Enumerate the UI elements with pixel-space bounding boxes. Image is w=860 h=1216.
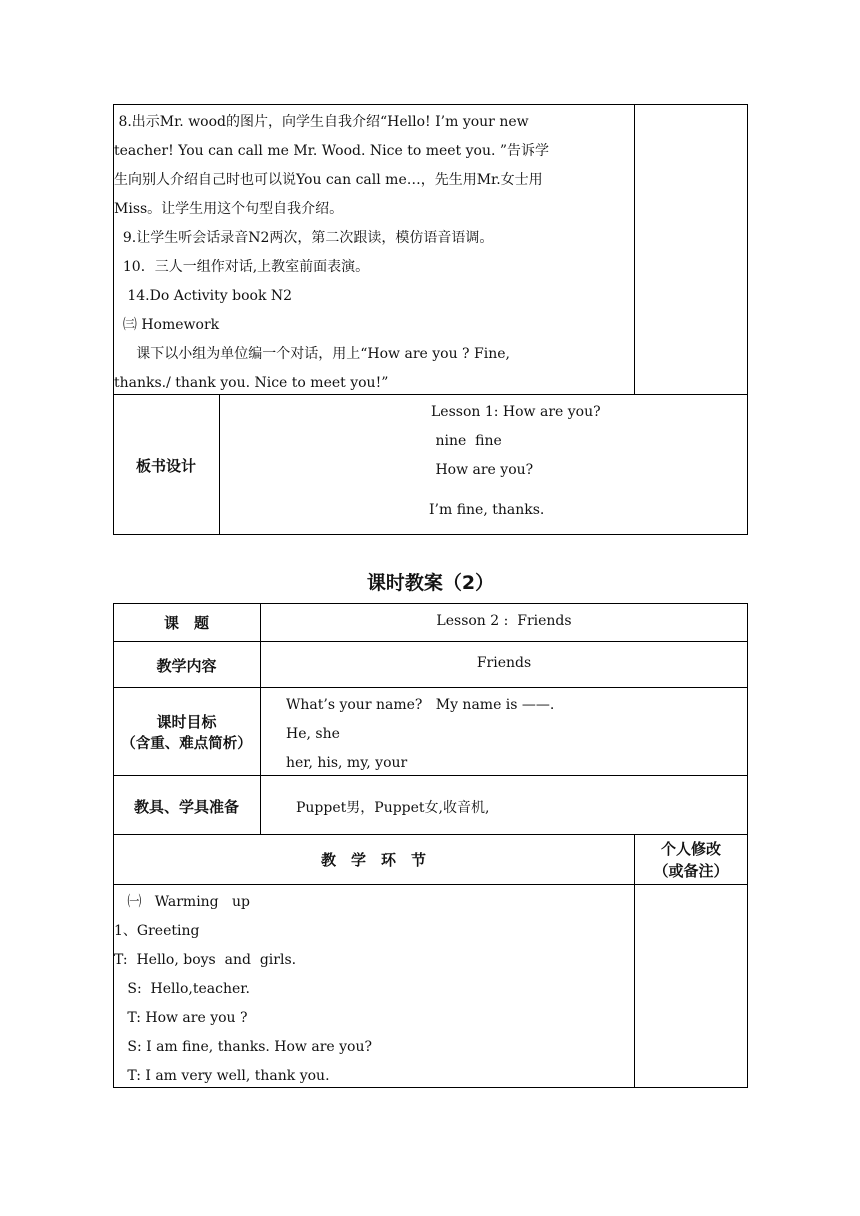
- step-line: 8.出示Mr. wood的图片，向学生自我介绍“Hello! I’m your new: [114, 114, 529, 130]
- goal-line: What’s your name? My name is ——.: [286, 697, 555, 713]
- content-value: Friends: [476, 655, 532, 671]
- step-line: Miss。让学生用这个句型自我介绍。: [114, 201, 344, 217]
- step-line: 课下以小组为单位编一个对话，用上“How are you ? Fine,: [114, 346, 510, 362]
- goal-line: He, she: [286, 726, 340, 742]
- label-column-divider: [260, 603, 261, 834]
- step-line: thanks./ thank you. Nice to meet you!”: [114, 375, 389, 391]
- step-line: S: Hello,teacher.: [114, 981, 250, 997]
- step-line: teacher! You can call me Mr. Wood. Nice to meet you. ”告诉学: [114, 143, 550, 159]
- lesson1-board-divider: [113, 394, 748, 395]
- row-divider: [113, 834, 748, 835]
- goal-line: her, his, my, your: [286, 755, 408, 771]
- step-line: 10．三人一组作对话,上教室前面表演。: [114, 259, 370, 275]
- step-line: ㈢ Homework: [114, 317, 220, 333]
- notes-header: 个人修改: [660, 840, 721, 858]
- content-label: 教学内容: [156, 657, 217, 675]
- step-line: S: I am fine, thanks. How are you?: [114, 1039, 372, 1055]
- board-label-divider: [219, 394, 220, 535]
- step-line: 14.Do Activity book N2: [114, 288, 293, 304]
- board-line: How are you?: [431, 462, 534, 478]
- goal-sublabel: （含重、难点简析）: [121, 736, 252, 752]
- steps-header: 教 学 环 节: [320, 851, 426, 869]
- board-line: Lesson 1: How are you?: [431, 404, 601, 420]
- board-design-label: 板书设计: [135, 457, 196, 475]
- board-line: I’m fine, thanks.: [429, 502, 545, 518]
- topic-value: Lesson 2 : Friends: [436, 613, 572, 629]
- lesson2-heading: 课时教案（2）: [366, 572, 495, 594]
- step-line: T: Hello, boys and girls.: [114, 952, 297, 968]
- notes-subheader: （或备注）: [653, 862, 729, 880]
- row-divider: [113, 884, 748, 885]
- step-line: 1、Greeting: [114, 923, 200, 939]
- row-divider: [113, 641, 748, 642]
- goal-label: 课时目标: [156, 713, 217, 731]
- board-line: nine fine: [431, 433, 502, 449]
- step-line: 生向别人介绍自己时也可以说You can call me…，先生用Mr.女士用: [114, 172, 543, 188]
- step-line: ㈠ Warming up: [114, 894, 250, 910]
- step-line: 9.让学生听会话录音N2两次，第二次跟读，模仿语音语调。: [114, 230, 494, 246]
- lesson1-notes-divider: [634, 104, 635, 394]
- row-divider: [113, 775, 748, 776]
- prep-label: 教具、学具准备: [133, 798, 239, 816]
- prep-value: Puppet男，Puppet女,收音机,: [296, 800, 490, 816]
- step-line: T: I am very well, thank you.: [114, 1068, 330, 1084]
- topic-label: 课 题: [163, 614, 209, 632]
- row-divider: [113, 687, 748, 688]
- step-line: T: How are you ?: [114, 1010, 248, 1026]
